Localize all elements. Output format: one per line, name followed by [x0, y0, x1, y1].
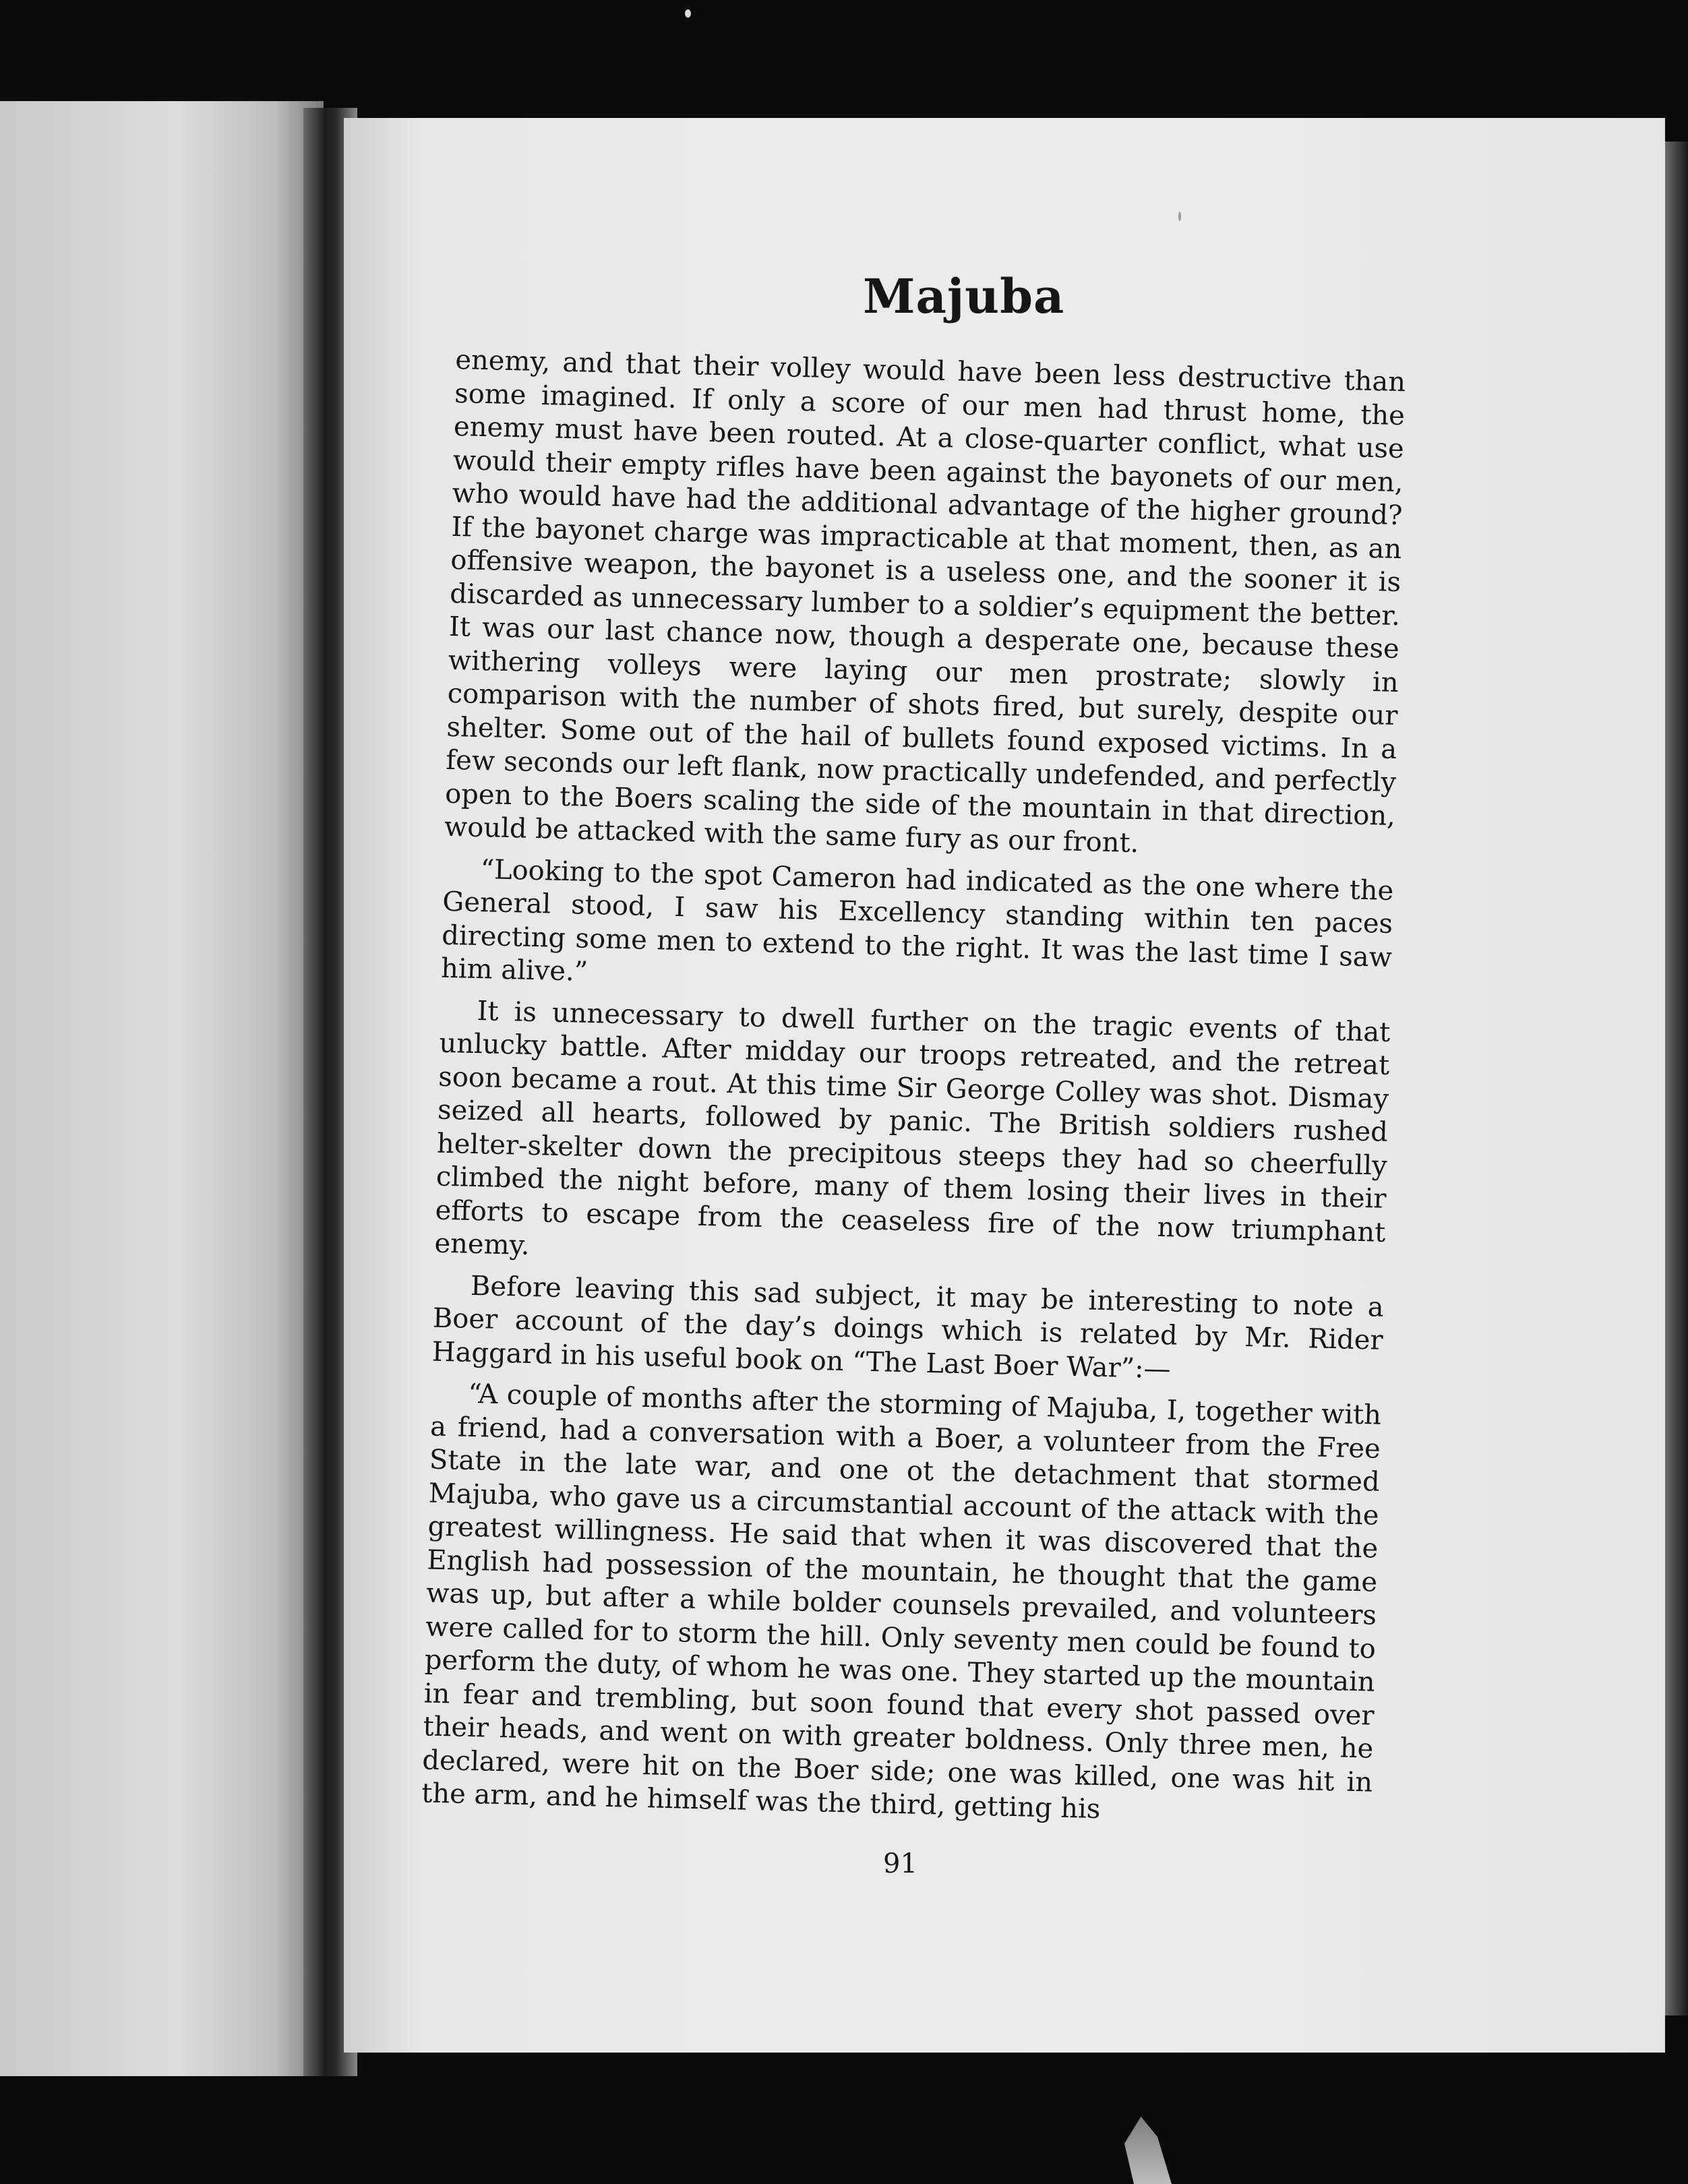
- body-text: [421, 344, 1406, 1833]
- paragraph: Before leaving this sad subject, it may be interesting to note a Boer account of the day’s doings which is related by Mr. Rider Haggard in his useful book on “The Last Boer War”:—: [431, 1270, 1385, 1385]
- dust-speck: [685, 9, 691, 18]
- paragraph-quote: “A couple of months after the storming of Majuba, I, together with a friend, had a conversation with a Boer, a volunteer from the Free State in the late war, and one ot the detachment that stormed Majuba, who gave us a circumstantial account of the attack with the greatest willingness. He said that when it was discovered that the English had possession of the mountain, he thought that the game was up, but after a while bolder counsels prevailed, and volunteers were called for to storm the hill. Only seventy men could be found to perform the duty, of whom he was one. They started up the mountain in fear and trembling, but soon found that every shot passed over their heads, and went on with greater boldness. Only three men, he declared, were hit on the Boer side; one was killed, one was hit in the arm, and he himself was the third, getting his: [421, 1378, 1382, 1825]
- paragraph: It is unnecessary to dwell further on the tragic events of that unlucky battle. After midday our troops retreated, and the retreat soon became a rout. At this time Sir George Colley was shot. Dismay seized all hearts, followed by panic. The British soldiers rushed helter-skelter down the precipitous steeps they had so cheerfully climbed the night before, many of them losing their lives in their efforts to escape from the ceaseless fire of the now triumphant enemy.: [434, 995, 1391, 1261]
- left-page-margin: [0, 101, 324, 2076]
- page-number: 91: [883, 1848, 917, 1879]
- paper-tear-fragment: [1124, 2117, 1172, 2184]
- paragraph-continued: enemy, and that their volley would have been less destructive than some imagined. If only a score of our men had thrust home, the enemy must have been routed. At a close-quarter conflict, what use would their empty rifles have been against the bayonets of our men, who would have had the additional advantage of the higher ground? If the bayonet charge was impracticable at that moment, then, as an offensive weapon, the bayonet is a useless one, and the sooner it is discarded as unnecessary lumber to a soldier’s equipment the better. It was our last chance now, though a desperate one, because these withering volleys were laying our men prostrate; slowly in comparison with the number of shots fired, but surely, despite our shelter. Some out of the hail of bullets found exposed victims. In a few seconds our left flank, now practically undefended, and perfectly open to the Boers scaling the side of the mountain in that direction, would be attacked with the same fury as our front.: [444, 344, 1406, 859]
- paragraph-quote-end: “Looking to the spot Cameron had indicated as the one where the General stood, I saw his Excellency standing within ten paces directing some men to extend to the right. It was the last time I saw him alive.”: [440, 853, 1394, 988]
- dust-speck: [1178, 212, 1181, 221]
- running-head: Majuba: [863, 268, 1065, 324]
- page-edge-shadow: [1665, 142, 1688, 2015]
